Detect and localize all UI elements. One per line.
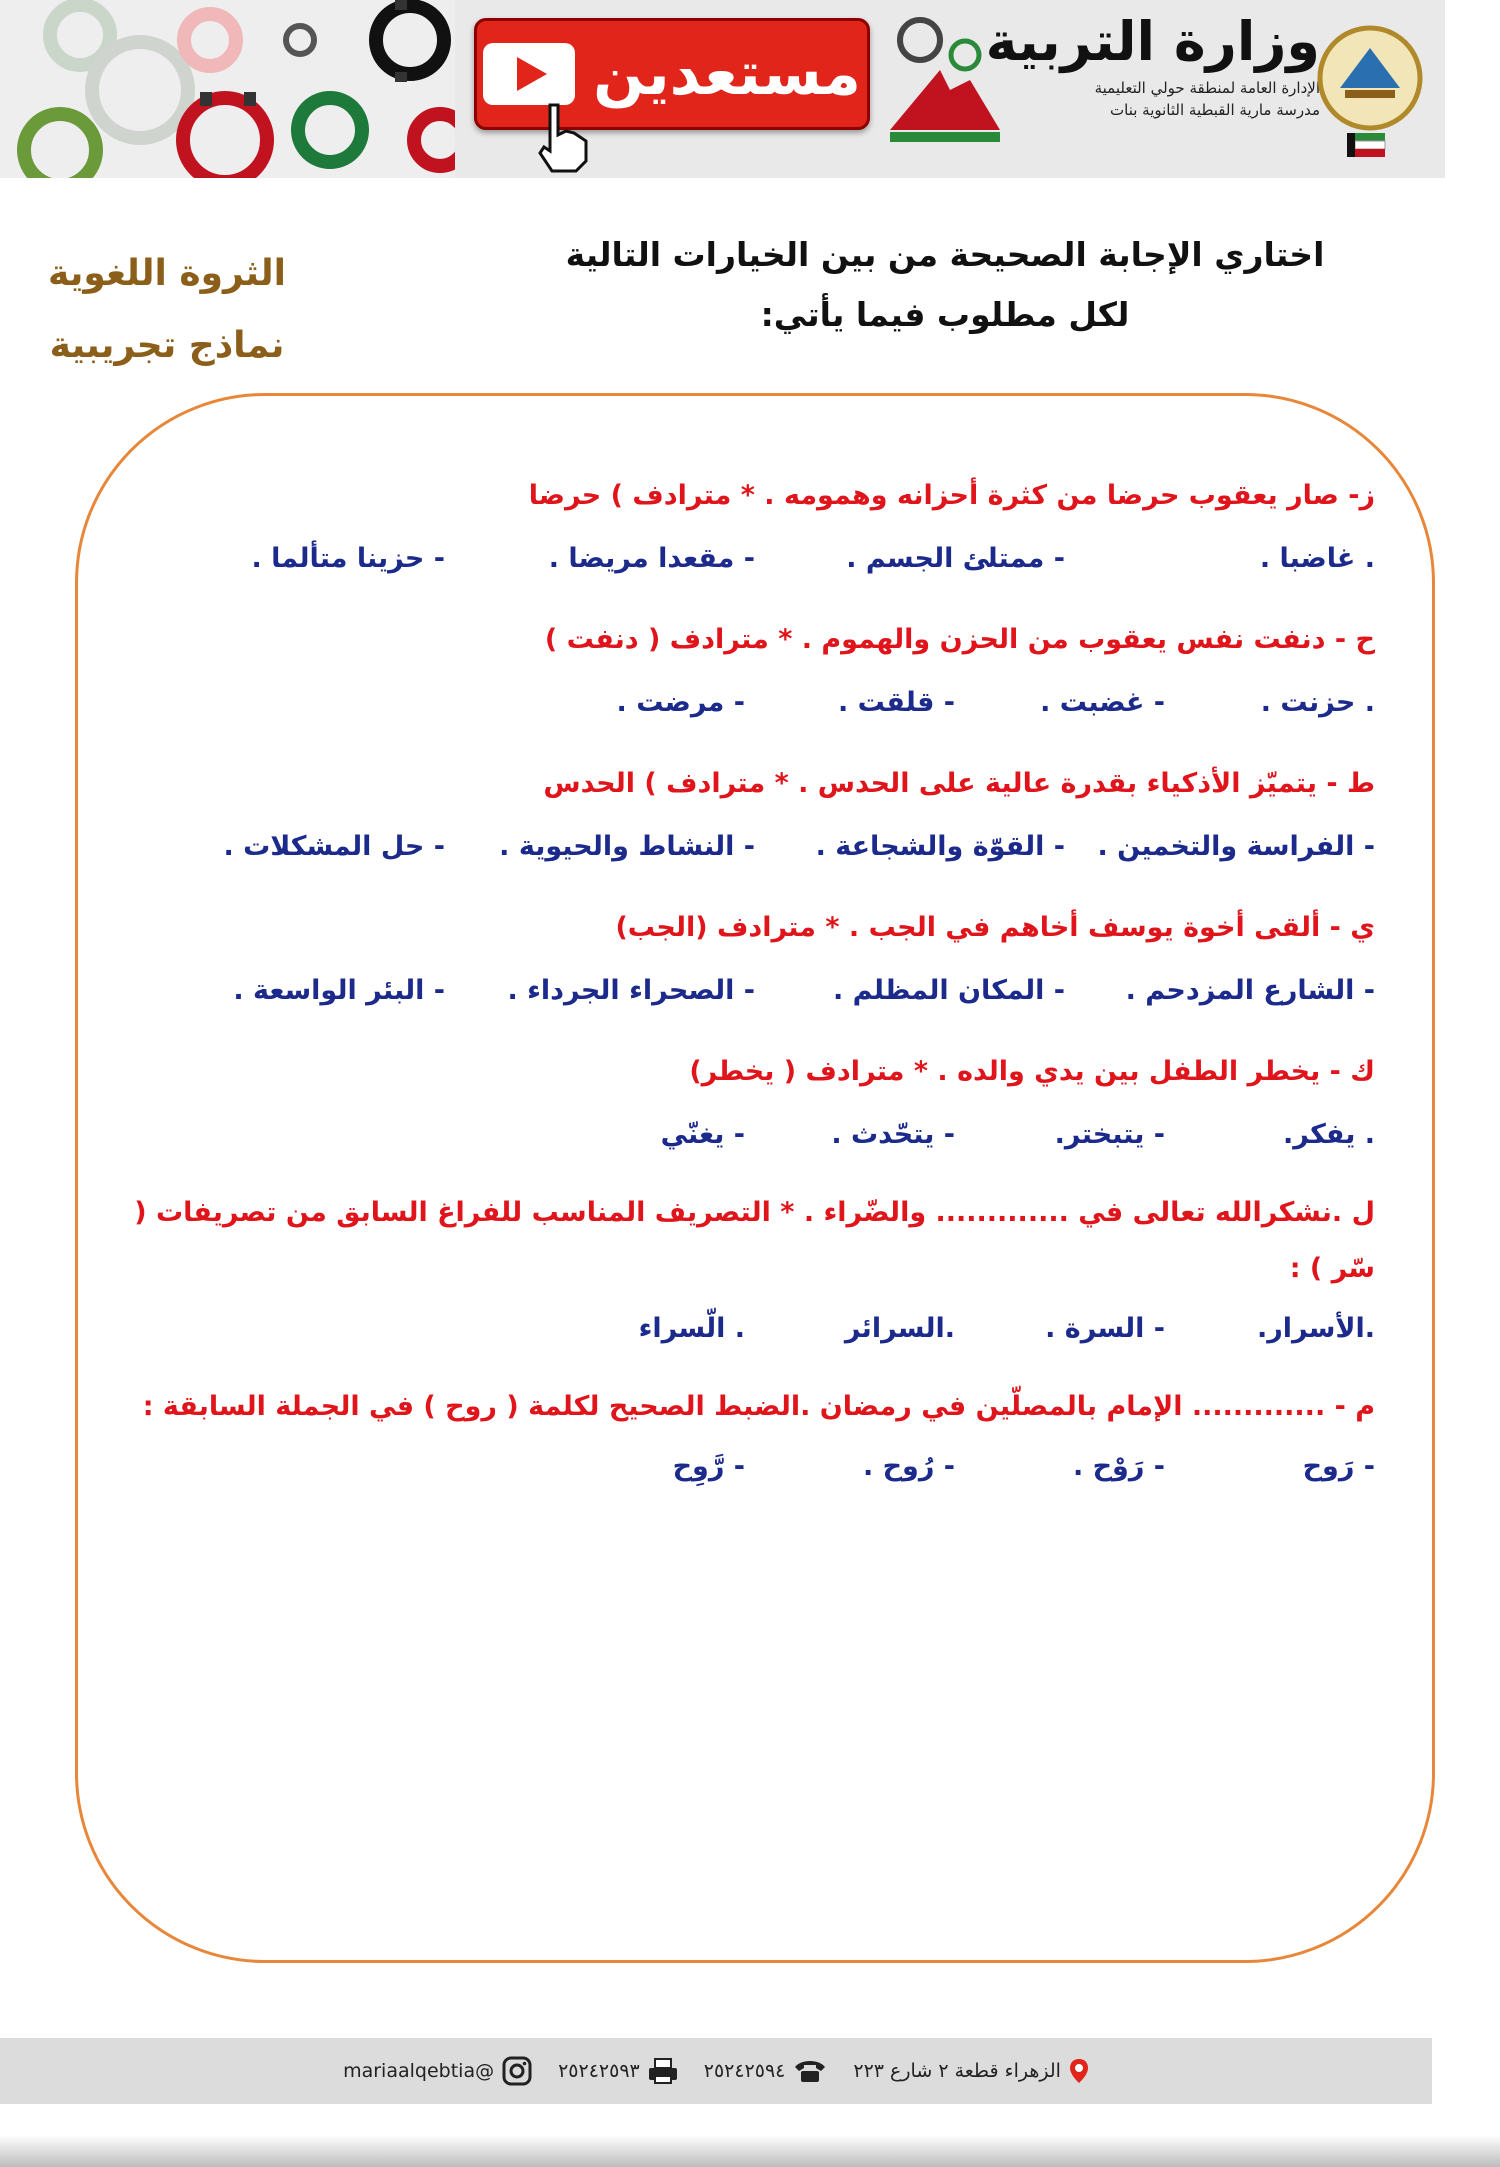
- instagram-handle[interactable]: @mariaalqebtia: [343, 2060, 495, 2082]
- telephone-icon: [793, 2059, 827, 2083]
- phone-number: ٢٥٢٤٢٥٩٤: [703, 2060, 786, 2082]
- header-banner: [0, 0, 1445, 178]
- option[interactable]: - يتحّدث .: [831, 1119, 955, 1150]
- pointer-hand-icon: [520, 95, 600, 175]
- subject-line-2: نماذج تجريبية: [49, 325, 285, 366]
- kuwait-emblem-icon: [1315, 8, 1425, 173]
- gears-decoration: [0, 0, 470, 178]
- page-bottom-edge: [0, 2135, 1500, 2167]
- option[interactable]: .الأسرار.: [1256, 1313, 1375, 1344]
- option[interactable]: . يفكر.: [1283, 1119, 1375, 1150]
- options-group: [125, 671, 1375, 735]
- option[interactable]: - رَّوِح: [672, 1451, 745, 1482]
- instagram-icon: [502, 2056, 532, 2086]
- question-k: [125, 1041, 1375, 1167]
- ministry-text-block: [900, 12, 1320, 119]
- option[interactable]: - مقعدا مريضا .: [548, 543, 755, 574]
- option[interactable]: - الشارع المزدحم .: [1125, 975, 1375, 1006]
- question-h: [125, 609, 1375, 735]
- option[interactable]: .السرائر: [844, 1313, 955, 1344]
- question-stem: ل .نشكرالله تعالى في ............. والضّراء . * التصريف المناسب للفراغ السابق من تصريفات ( سّر ) :: [134, 1197, 1375, 1284]
- school-name: مدرسة مارية القبطية الثانوية بنات: [1110, 101, 1320, 120]
- instruction: [515, 225, 1375, 345]
- question-stem: ح - دنفت نفس يعقوب من الحزن والهموم . * مترادف ( دنفت ): [544, 624, 1375, 655]
- question-t: [125, 753, 1375, 879]
- promo-label: مستعدين: [593, 39, 861, 109]
- fax-number: ٢٥٢٤٢٥٩٣: [558, 2060, 640, 2082]
- options-group: [125, 1297, 1375, 1361]
- instruction-line-1: اختاري الإجابة الصحيحة من بين الخيارات التالية: [565, 235, 1325, 274]
- location-pin-icon: [1069, 2058, 1089, 2084]
- option[interactable]: - الصحراء الجرداء .: [507, 975, 755, 1006]
- option[interactable]: - القوّة والشجاعة .: [815, 831, 1065, 862]
- option[interactable]: . الّسراء: [638, 1313, 745, 1344]
- option[interactable]: - حل المشكلات .: [223, 831, 445, 862]
- option[interactable]: - حزينا متألما .: [251, 543, 445, 574]
- option[interactable]: - رَوْح .: [1072, 1451, 1165, 1482]
- option[interactable]: - النشاط والحيوية .: [499, 831, 755, 862]
- footer-fax: [558, 2058, 678, 2084]
- question-l: [125, 1185, 1375, 1361]
- option[interactable]: . حزنت .: [1260, 687, 1375, 718]
- option[interactable]: - السرة .: [1045, 1313, 1165, 1344]
- question-m: [125, 1379, 1375, 1499]
- question-stem: ي - ألقى أخوة يوسف أخاهم في الجب . * مترادف (الجب): [615, 912, 1375, 943]
- option[interactable]: - المكان المظلم .: [832, 975, 1065, 1006]
- option[interactable]: - البئر الواسعة .: [233, 975, 445, 1006]
- address-text: الزهراء قطعة ٢ شارع ٢٢٣: [853, 2060, 1061, 2082]
- subject-line-1: الثروة اللغوية: [48, 253, 286, 294]
- option[interactable]: . غاضبا .: [1259, 543, 1375, 574]
- options-group: [125, 815, 1375, 879]
- options-group: [125, 1103, 1375, 1167]
- option[interactable]: - غضبت .: [1040, 687, 1165, 718]
- question-stem: م - ............. الإمام بالمصلّين في رمضان .الضبط الصحيح لكلمة ( روح ) في الجملة السابقة :: [142, 1391, 1375, 1422]
- option[interactable]: - قلقت .: [838, 687, 955, 718]
- ministry-title: وزارة التربية: [985, 10, 1320, 73]
- footer-address: [853, 2058, 1089, 2084]
- option[interactable]: - رَوح: [1302, 1451, 1375, 1482]
- option[interactable]: - مرضت .: [616, 687, 745, 718]
- option[interactable]: - يتبختر.: [1054, 1119, 1165, 1150]
- question-stem: ط - يتميّز الأذكياء بقدرة عالية على الحدس . * مترادف ) الحدس: [543, 768, 1375, 799]
- question-stem: ز- صار يعقوب حرضا من كثرة أحزانه وهمومه . * مترادف ) حرضا: [528, 480, 1375, 511]
- fax-icon: [648, 2058, 678, 2084]
- footer-bar: [0, 2038, 1432, 2104]
- footer-instagram[interactable]: [343, 2056, 532, 2086]
- option[interactable]: - رُوح .: [862, 1451, 955, 1482]
- option[interactable]: - ممتلئ الجسم .: [846, 543, 1065, 574]
- options-group: [125, 959, 1375, 1023]
- ministry-subtitle: الإدارة العامة لمنطقة حولي التعليمية: [1094, 79, 1320, 98]
- footer-phone: [704, 2059, 828, 2083]
- options-group: [125, 1435, 1375, 1499]
- question-list: [125, 465, 1375, 1517]
- question-stem: ك - يخطر الطفل بين يدي والده . * مترادف ( يخطر): [689, 1056, 1375, 1087]
- subject-title: [22, 238, 312, 382]
- question-z: [125, 465, 1375, 591]
- option[interactable]: - يغنّي: [660, 1119, 745, 1150]
- options-group: [125, 527, 1375, 591]
- instruction-line-2: لكل مطلوب فيما يأتي:: [760, 295, 1130, 334]
- option[interactable]: - الفراسة والتخمين .: [1097, 831, 1375, 862]
- question-y: [125, 897, 1375, 1023]
